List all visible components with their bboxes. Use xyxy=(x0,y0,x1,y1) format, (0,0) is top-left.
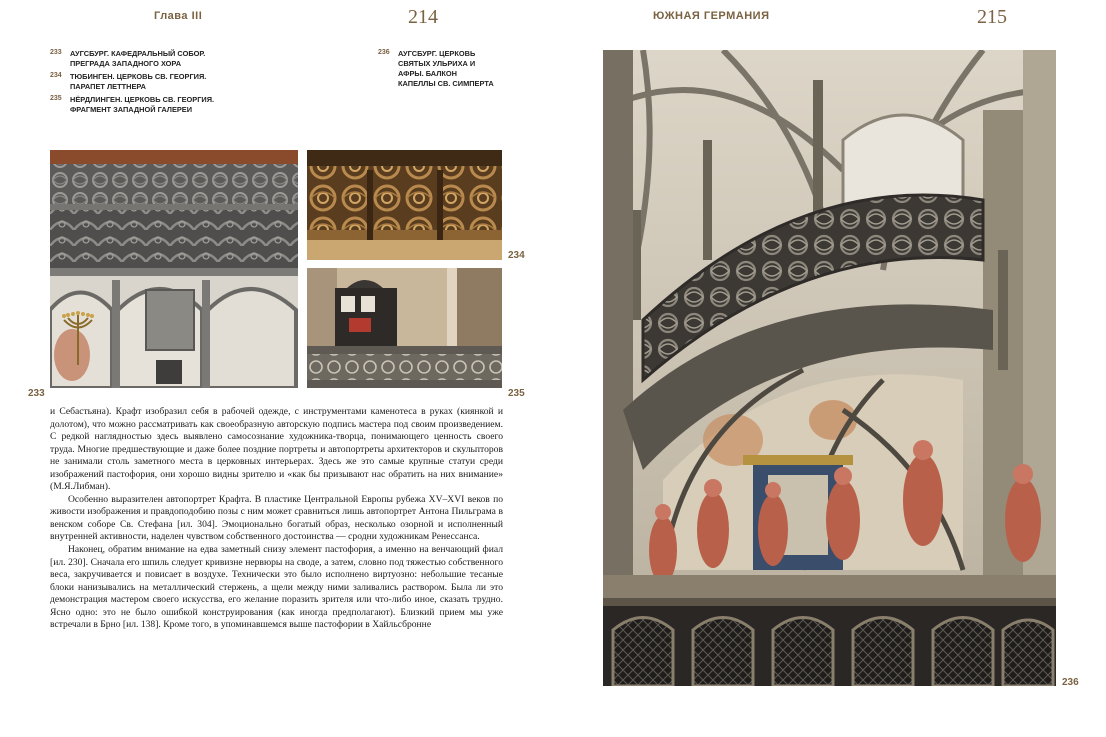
page-number-right: 215 xyxy=(977,6,1007,28)
figure-label-233: 233 xyxy=(28,388,45,399)
caption-text: АУГСБУРГ. КАФЕДРАЛЬНЫЙ СОБОР. ПРЕГРАДА ЗАПАДНОГО ХОРА xyxy=(70,49,206,68)
figure-label-236: 236 xyxy=(1062,677,1079,688)
caption-236 xyxy=(378,49,498,89)
photo-233-augsburg-choir-screen xyxy=(50,150,298,388)
caption-233 xyxy=(50,49,240,69)
photo-234-tuebingen-parapet xyxy=(307,150,502,260)
caption-text: НЁРДЛИНГЕН. ЦЕРКОВЬ СВ. ГЕОРГИЯ. ФРАГМЕНТ ЗАПАДНОЙ ГАЛЕРЕИ xyxy=(70,95,215,114)
figure-label-235: 235 xyxy=(508,388,525,399)
paragraph-3: Наконец, обратим внимание на едва заметный снизу элемент пастофория, а именно на венчающий фиал [ил. 230]. Сначала его шпиль следует кривизне нервюры на своде, а затем, словно под тяжестью собственного веса, закручивается и повисает в воздухе. Технически это было исполнено виртуозно: небольшие тесаные блоки нанизывались на металлический стержень, а щели между ними заливались раствором. Была ли это демонстрация мастером своего искусства, его желание поразить зрителя или что-либо иное, сказать трудно. Ясно одно: это не было ошибкой конструирования (как иногда предполагают). Близкий прием мы уже встречали в Брно [ил. 138]. Кроме того, в упоминавшемся выше пастофории в Хайльсбронне xyxy=(50,544,503,631)
photo-235-noerdlingen-gallery xyxy=(307,268,502,388)
caption-number: 233 xyxy=(50,49,62,56)
running-head-right: ЮЖНАЯ ГЕРМАНИЯ xyxy=(653,10,770,22)
caption-block-right xyxy=(378,49,498,89)
figure-label-234: 234 xyxy=(508,250,525,261)
paragraph-2: Особенно выразителен автопортрет Крафта. В пластике Центральной Европы рубежа XV–XVI веков по живости изображения и правдоподобию позы с ним может сравниться лишь автопортрет Антона Пильграма в венском соборе Св. Стефана [ил. 304]. Эмоционально богатый образ, несколько озорной и исполненный внутренней активности, наделен чувством собственного достоинства — сродни художникам Ренессанса. xyxy=(50,493,503,543)
caption-number: 234 xyxy=(50,72,62,79)
caption-235 xyxy=(50,95,240,115)
body-text xyxy=(50,406,503,632)
photo-236-augsburg-balcony xyxy=(603,50,1056,686)
caption-block-left xyxy=(50,49,240,115)
caption-text: ТЮБИНГЕН. ЦЕРКОВЬ СВ. ГЕОРГИЯ. ПАРАПЕТ ЛЕТТНЕРА xyxy=(70,72,207,91)
paragraph-1: и Себастьяна). Крафт изобразил себя в рабочей одежде, с инструментами каменотеса в руках (киянкой и долотом), что можно рассматривать как своеобразную авторскую подпись мастера под своим произведением. С редкой наглядностью здесь выявлено самосознание художника-творца, понимающего ценность своего труда. Многие предшествующие и даже более поздние портреты и автопортреты архитекторов и скульпторов не занимали столь заметного места в церковных интерьерах. Здесь же это самые крупные статуи среди изображений пастофория, они хорошо видны зрителю и «как бы призывают нас обратить на них внимание» (М.Я.Либман). xyxy=(50,406,503,493)
caption-number: 236 xyxy=(378,49,390,56)
running-head-left: Глава III xyxy=(154,10,203,22)
caption-234 xyxy=(50,72,240,92)
caption-text: АУГСБУРГ. ЦЕРКОВЬ СВЯТЫХ УЛЬРИХА И АФРЫ. БАЛКОН КАПЕЛЛЫ СВ. СИМПЕРТА xyxy=(398,49,494,88)
caption-number: 235 xyxy=(50,95,62,102)
page-number-left: 214 xyxy=(408,6,438,28)
